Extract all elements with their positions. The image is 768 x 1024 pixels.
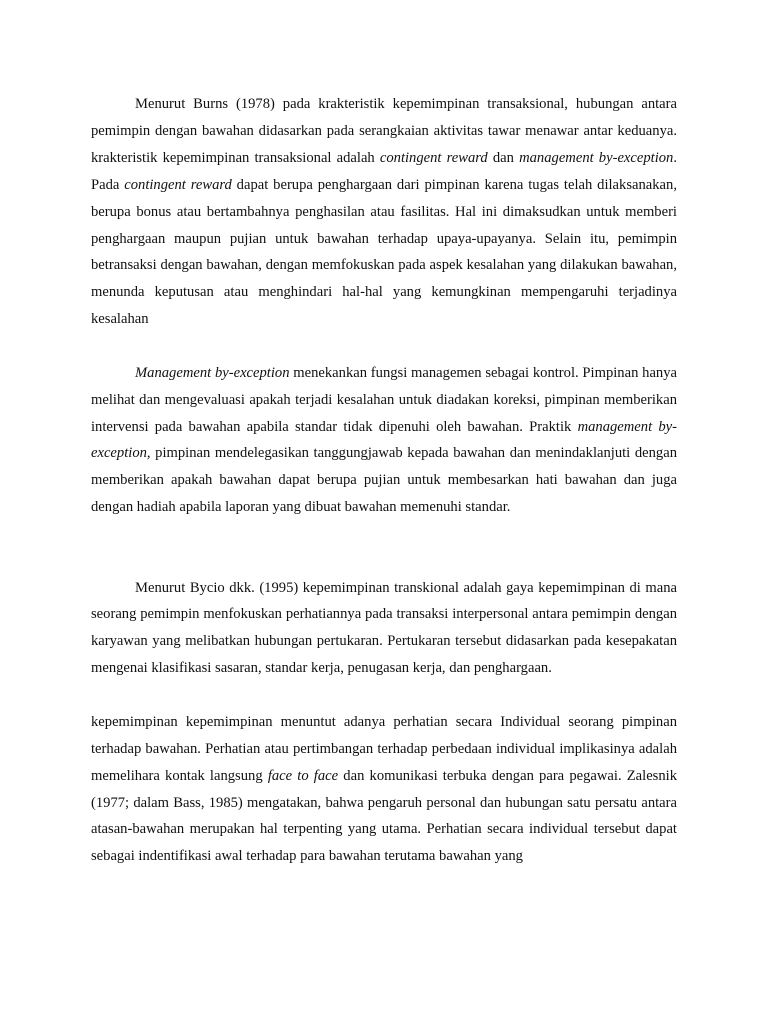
text-segment: menekankan fungsi managemen sebagai kontrol. Pimpinan hanya melihat dan mengevaluasi apakah terjadi kesalahan untuk diadakan koreksi, pimpinan memberikan intervensi pada bawahan apabila standar tidak dipenuhi oleh bawahan. Praktik [91, 364, 677, 435]
text-segment: dan komunikasi terbuka dengan para pegawai. Zalesnik (1977; dalam Bass, 1985) mengatakan, bahwa pengaruh personal dan hubungan satu persatu antara atasan-bawahan merupakan hal terpenting yang utama. Perhatian secara individual tersebut dapat sebagai indentifikasi awal terhadap para bawahan terutama bawahan yang [91, 767, 678, 865]
text-segment: . Pada [91, 149, 678, 193]
document-body [91, 91, 677, 870]
text-segment: , pimpinan mendelegasikan tanggungjawab kepada bawahan dan menindaklanjuti dengan memberikan apakah bawahan dapat berupa pujian untuk membesarkan hati bawahan dan juga dengan hadiah apabila laporan yang dibuat bawahan memenuhi standar. [91, 445, 677, 516]
text-segment: Menurut Burns (1978) pada krakteristik kepemimpinan transaksional, hubungan antara pemimpin dengan bawahan didasarkan pada serangkaian aktivitas tawar menawar antar keduanya. krakteristik kepemimpinan transaksional adalah [91, 96, 677, 166]
paragraph-management-by-exception [91, 360, 677, 521]
text-segment: dapat berupa penghargaan dari pimpinan karena tugas telah dilaksanakan, berupa bonus atau bertambahnya penghasilan atau fasilitas. Hal ini dimaksudkan untuk memberi penghargaan maupun pujian untuk bawahan terhadap upaya-upayanya. Selain itu, pemimpin betransaksi dengan bawahan, dengan memfokuskan pada aspek kesalahan yang dilakukan bawahan, menunda keputusan atau menghindari hal-hal yang kemungkinan mempengaruhi terjadinya kesalahan [91, 176, 677, 328]
italic-term-management-by-exception: Management by-exception [135, 364, 290, 381]
italic-term-face-to-face: face to face [267, 767, 339, 784]
italic-term-contingent-reward: contingent reward [124, 176, 232, 193]
text-segment: dan [487, 149, 520, 166]
italic-term-management-by-exception: management by-exception [519, 149, 674, 166]
italic-term-contingent-reward: contingent reward [379, 149, 488, 166]
paragraph-bycio [91, 575, 677, 683]
paragraph-burns [91, 91, 677, 333]
paragraph-individual-attention [91, 709, 677, 870]
italic-term-management-by-exception: management by-exception [91, 418, 677, 462]
text-segment: kepemimpinan kepemimpinan menuntut adanya perhatian secara Individual seorang pimpinan terhadap bawahan. Perhatian atau pertimbangan terhadap perbedaan individual implikasinya adalah memelihara kontak langsung [91, 713, 677, 784]
text-segment: Menurut Bycio dkk. (1995) kepemimpinan transkional adalah gaya kepemimpinan di mana seorang pemimpin menfokuskan perhatiannya pada transaksi interpersonal antara pemimpin dengan karyawan yang melibatkan hubungan pertukaran. Pertukaran tersebut didasarkan pada kesepakatan mengenai klasifikasi sasaran, standar kerja, penugasan kerja, dan penghargaan. [91, 579, 677, 677]
